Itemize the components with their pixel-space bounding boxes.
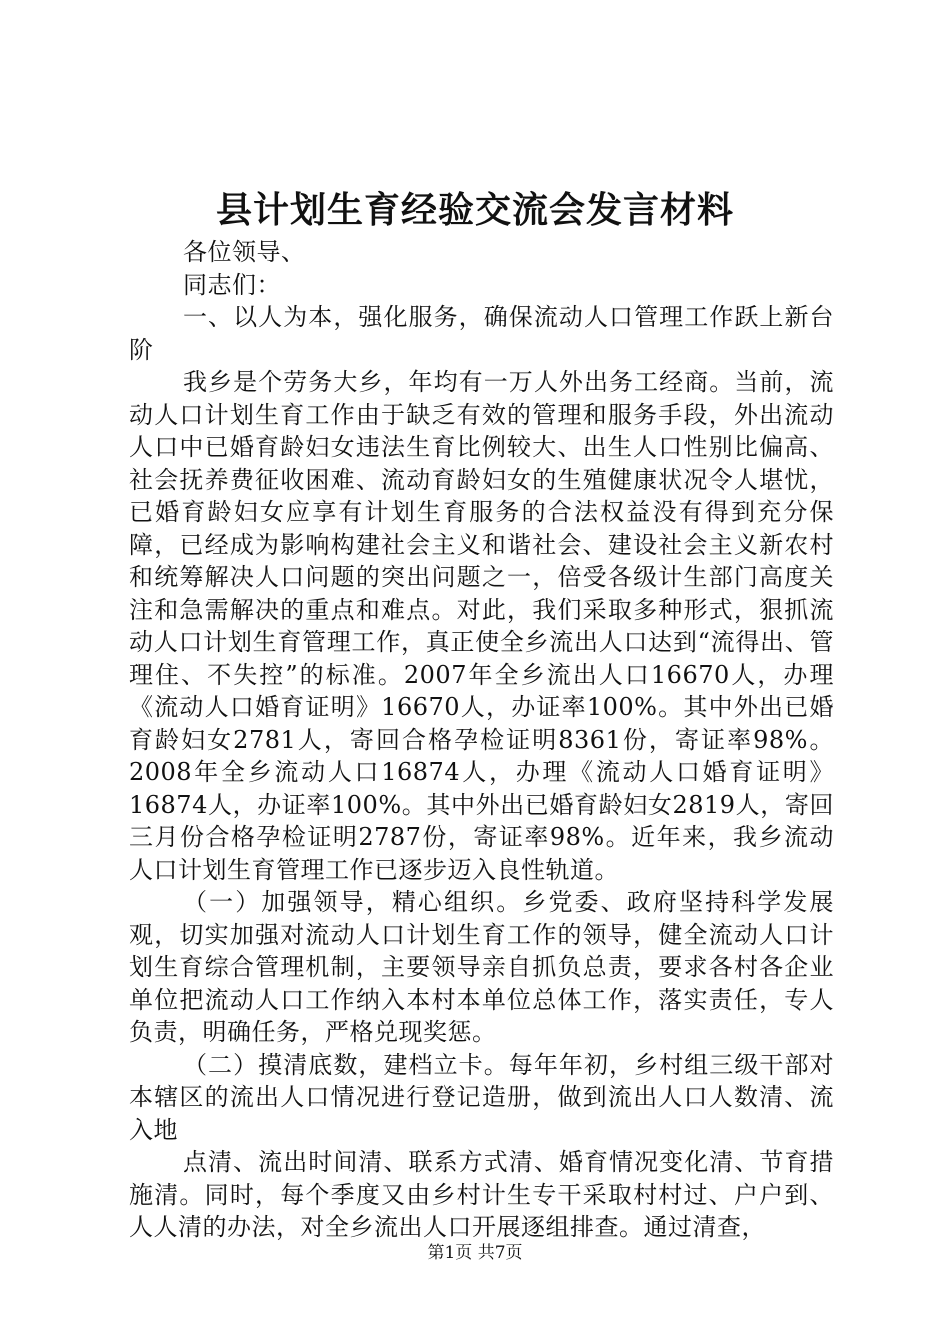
page-footer: 第1页 共7页 — [427, 1243, 523, 1263]
section-heading: 一、以人为本，强化服务，确保流动人口管理工作跃上新台阶 — [129, 303, 834, 364]
salutation-line-2: 同志们： — [183, 270, 281, 299]
body-paragraph: 点清、流出时间清、联系方式清、婚育情况变化清、节育措施清。同时，每个季度又由乡村计生专干采取村村过、户户到、人人清的办法，对全乡流出人口开展逐组排查。通过清查， — [129, 1148, 834, 1241]
document-title: 县计划生育经验交流会发言材料 — [215, 189, 734, 231]
body-paragraph: （二）摸清底数，建档立卡。每年年初，乡村组三级干部对本辖区的流出人口情况进行登记造册，做到流出人口人数清、流入地 — [129, 1050, 834, 1144]
body-paragraph: 我乡是个劳务大乡，年均有一万人外出务工经商。当前，流动人口计划生育工作由于缺乏有效的管理和服务手段，外出流动人口中已婚育龄妇女违法生育比例较大、出生人口性别比偏高、社会抚养费征收困难、流动育龄妇女的生殖健康状况令人堪忧，已婚育龄妇女应享有计划生育服务的合法权益没有得到充分保障，已经成为影响构建社会主义和谐社会、建设社会主义新农村和统筹解决人口问题的突出问题之一，倍受各级计生部门高度关注和急需解决的重点和难点。对此，我们采取多种形式，狠抓流动人口计划生育管理工作，真正使全乡流出人口达到“流得出、管理住、不失控”的标准。2007年全乡流出人口16670人，办理《流动人口婚育证明》16670人，办证率100%。其中外出已婚育龄妇女2781人，寄回合格孕检证明8361份，寄证率98%。2008年全乡流动人口16874人，办理《流动人口婚育证明》16874人，办证率100%。其中外出已婚育龄妇女2819人，寄回三月份合格孕检证明2787份，寄证率98%。近年来，我乡流动人口计划生育管理工作已逐步迈入良性轨道。 — [129, 368, 834, 884]
salutation-line-1: 各位领导、 — [183, 238, 306, 266]
body-paragraph: （一）加强领导，精心组织。乡党委、政府坚持科学发展观，切实加强对流动人口计划生育工作的领导，健全流动人口计划生育综合管理机制，主要领导亲自抓负总责，要求各村各企业单位把流动人口工作纳入本村本单位总体工作，落实责任，专人负责，明确任务，严格兑现奖惩。 — [129, 888, 834, 1046]
document-body — [129, 236, 834, 1244]
